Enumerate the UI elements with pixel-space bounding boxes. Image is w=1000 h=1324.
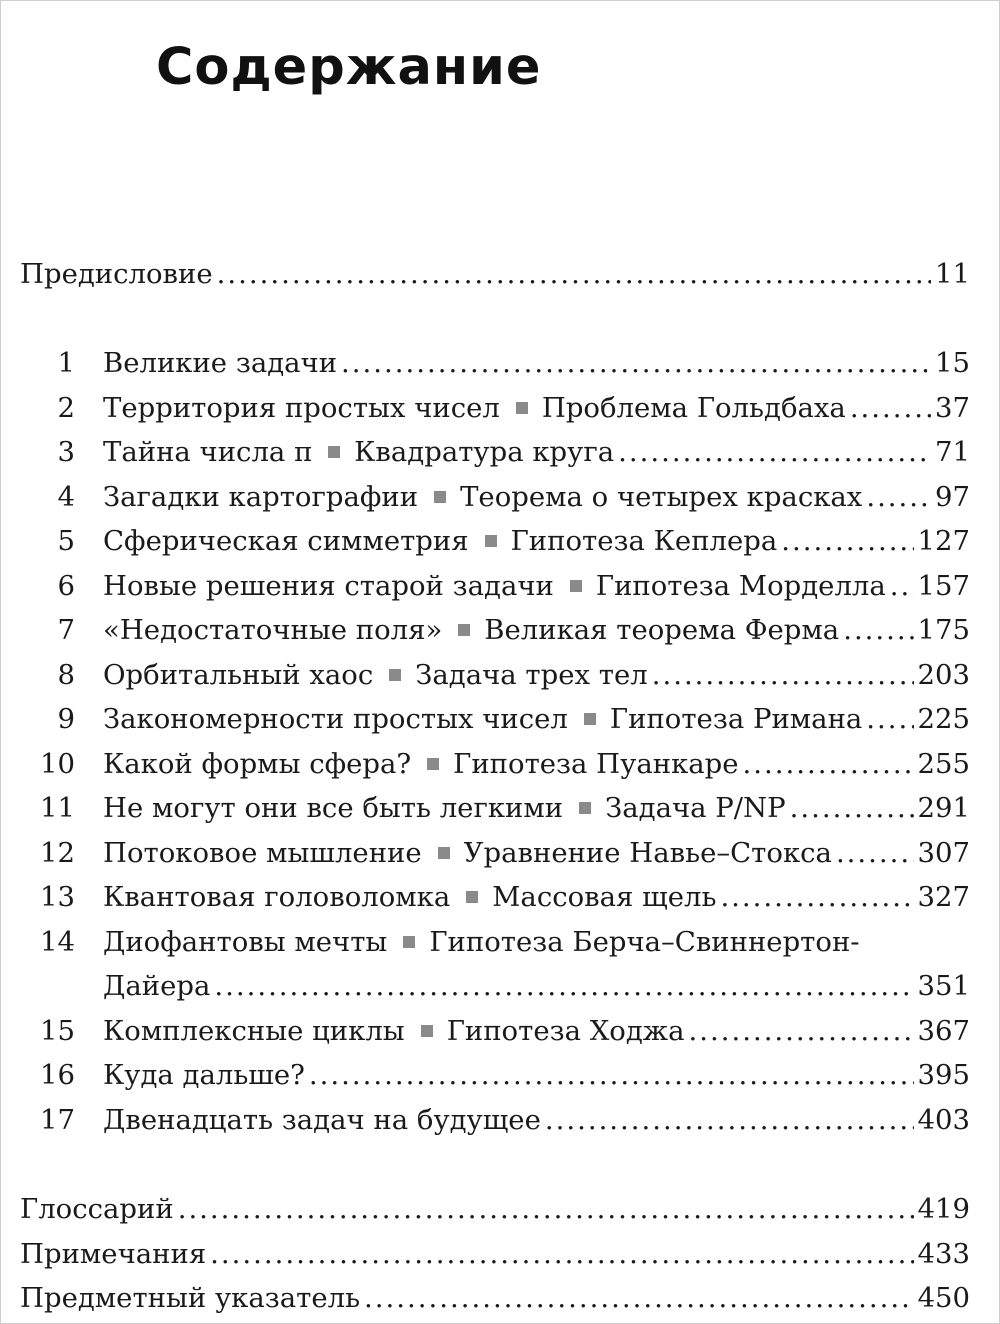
leader-dots [545, 1098, 914, 1143]
leader-dots [850, 386, 931, 431]
chapter-page: 203 [917, 658, 970, 691]
chapter-title: Комплексные циклы [103, 1014, 405, 1047]
leader-dots [364, 1276, 913, 1321]
chapter-number: 13 [40, 881, 75, 913]
chapter-page: 175 [917, 614, 970, 646]
chapter-number: 17 [40, 1103, 75, 1136]
chapter-title: Загадки картографии [103, 480, 419, 513]
chapter-number: 1 [57, 347, 75, 379]
chapter-title: Тайна числа π [103, 436, 313, 468]
toc-chapter-4[interactable] [20, 475, 970, 520]
chapter-number: 8 [57, 658, 75, 691]
separator-square-icon [516, 402, 528, 414]
toc-entry-title: Примечания [20, 1237, 207, 1270]
chapter-title: Квантовая головоломка [103, 881, 451, 913]
chapter-page: 351 [917, 970, 970, 1002]
toc-chapter-13[interactable] [20, 875, 970, 920]
separator-square-icon [434, 491, 446, 503]
toc-chapter-16[interactable] [20, 1053, 970, 1098]
chapter-title: Потоковое мышление [103, 836, 422, 869]
chapter-number: 12 [40, 836, 75, 869]
chapter-number: 10 [40, 747, 75, 780]
toc-chapter-7[interactable] [20, 608, 970, 653]
chapter-problem: Гипотеза Ходжа [446, 1014, 685, 1047]
chapter-number: 7 [57, 614, 75, 646]
chapter-problem: Гипотеза Римана [609, 703, 863, 735]
chapter-problem: Проблема Гольдбаха [541, 391, 846, 424]
toc-entry-notes[interactable] [20, 1232, 970, 1277]
chapter-number: 16 [40, 1059, 75, 1091]
chapter-number: 11 [40, 792, 75, 824]
toc-chapter-2[interactable] [20, 386, 970, 431]
leader-dots [210, 1232, 913, 1277]
toc-chapter-15[interactable] [20, 1009, 970, 1054]
leader-dots [689, 1009, 914, 1054]
chapter-page: 291 [917, 792, 970, 824]
toc-chapter-8[interactable] [20, 653, 970, 698]
toc-entry-page: 11 [935, 258, 970, 290]
chapter-number: 4 [57, 480, 75, 513]
leader-dots [178, 1187, 914, 1232]
chapter-problem: Теорема о четырех красках [460, 480, 863, 513]
chapter-page: 225 [917, 703, 970, 735]
toc-chapter-5[interactable] [20, 519, 970, 564]
chapter-title: Территория простых чисел [103, 391, 500, 424]
chapter-problem: Гипотеза Пуанкаре [453, 747, 739, 780]
toc-chapter-3[interactable] [20, 430, 970, 475]
leader-dots [341, 341, 931, 386]
toc-chapter-9[interactable] [20, 697, 970, 742]
chapter-page: 157 [917, 569, 970, 602]
toc-chapter-10[interactable] [20, 742, 970, 787]
chapter-title: Орбитальный хаос [103, 658, 374, 691]
chapter-problem: Квадратура круга [354, 436, 615, 468]
leader-dots [790, 786, 914, 831]
separator-square-icon [466, 891, 478, 903]
leader-dots [214, 964, 913, 1009]
separator-square-icon [328, 446, 340, 458]
chapter-title: Сферическая симметрия [103, 525, 469, 557]
separator-square-icon [485, 535, 497, 547]
chapter-problem: Гипотеза Морделла [595, 569, 886, 602]
chapter-problem-continued: Дайера [103, 970, 211, 1002]
leader-dots [836, 831, 914, 876]
separator-square-icon [570, 580, 582, 592]
leader-dots [720, 875, 913, 920]
chapter-page: 71 [935, 436, 970, 468]
toc-chapter-6[interactable] [20, 564, 970, 609]
toc-entry-index[interactable] [20, 1276, 970, 1321]
chapter-page: 97 [935, 480, 970, 513]
separator-square-icon [427, 758, 439, 770]
leader-dots [843, 608, 913, 653]
chapter-title: Двенадцать задач на будущее [103, 1103, 541, 1136]
leader-dots [890, 564, 914, 609]
toc-preface-section [20, 252, 970, 297]
chapter-title: Не могут они все быть легкими [103, 792, 564, 824]
chapter-problem: Гипотеза Кеплера [510, 525, 778, 557]
toc-back-matter-section [20, 1187, 970, 1321]
separator-square-icon [403, 936, 415, 948]
leader-dots [781, 519, 913, 564]
chapter-title: Куда дальше? [103, 1059, 305, 1091]
chapter-page: 15 [935, 347, 970, 379]
leader-dots [309, 1053, 914, 1098]
toc-chapter-12[interactable] [20, 831, 970, 876]
chapter-number: 5 [57, 525, 75, 557]
chapter-page: 403 [917, 1103, 970, 1136]
leader-dots [866, 475, 931, 520]
chapter-number: 15 [40, 1014, 75, 1047]
leader-dots [652, 653, 914, 698]
page-title: Содержание [156, 38, 542, 97]
chapter-problem: Великая теорема Ферма [484, 614, 840, 646]
chapter-number: 14 [40, 925, 75, 958]
chapter-title: Какой формы сфера? [103, 747, 412, 780]
separator-square-icon [458, 624, 470, 636]
leader-dots [217, 252, 931, 297]
leader-dots [866, 697, 913, 742]
chapter-page: 37 [935, 391, 970, 424]
chapter-problem: Гипотеза Берча–Свиннертон- [429, 925, 860, 958]
toc-chapters-section [20, 341, 970, 1142]
chapter-problem: Задача P/NP [605, 792, 786, 824]
toc-chapter-11[interactable] [20, 786, 970, 831]
chapter-page: 327 [917, 881, 970, 913]
chapter-problem: Массовая щель [492, 881, 717, 913]
toc-entry-page: 450 [917, 1282, 970, 1314]
toc-entry-title: Предисловие [20, 258, 213, 290]
toc-chapter-1[interactable] [20, 341, 970, 386]
chapter-page: 127 [917, 525, 970, 557]
chapter-number: 3 [57, 436, 75, 468]
toc-entry-page: 419 [917, 1193, 970, 1225]
toc-chapter-14[interactable] [20, 920, 970, 1009]
chapter-number: 6 [57, 569, 75, 602]
toc-entry-title: Предметный указатель [20, 1282, 361, 1314]
chapter-title: Закономерности простых чисел [103, 703, 568, 735]
chapter-title: «Недостаточные поля» [103, 614, 443, 646]
chapter-page: 395 [917, 1059, 970, 1091]
chapter-number: 9 [57, 703, 75, 735]
chapter-title: Диофантовы мечты [103, 925, 388, 958]
toc-entry-page: 433 [917, 1237, 970, 1270]
toc-entry-title: Глоссарий [20, 1193, 174, 1225]
separator-square-icon [579, 802, 591, 814]
chapter-problem: Уравнение Навье–Стокса [463, 836, 832, 869]
separator-square-icon [584, 713, 596, 725]
separator-square-icon [438, 847, 450, 859]
chapter-page: 307 [917, 836, 970, 869]
chapter-number: 2 [57, 391, 75, 424]
toc-entry-glossary[interactable] [20, 1187, 970, 1232]
chapter-page: 367 [917, 1014, 970, 1047]
toc-entry-preface[interactable] [20, 252, 970, 297]
leader-dots [743, 742, 914, 787]
chapter-title: Великие задачи [103, 347, 338, 379]
chapter-title: Новые решения старой задачи [103, 569, 554, 602]
chapter-page: 255 [917, 747, 970, 780]
leader-dots [618, 430, 931, 475]
separator-square-icon [389, 669, 401, 681]
separator-square-icon [421, 1025, 433, 1037]
toc-chapter-17[interactable] [20, 1098, 970, 1143]
chapter-problem: Задача трех тел [415, 658, 648, 691]
